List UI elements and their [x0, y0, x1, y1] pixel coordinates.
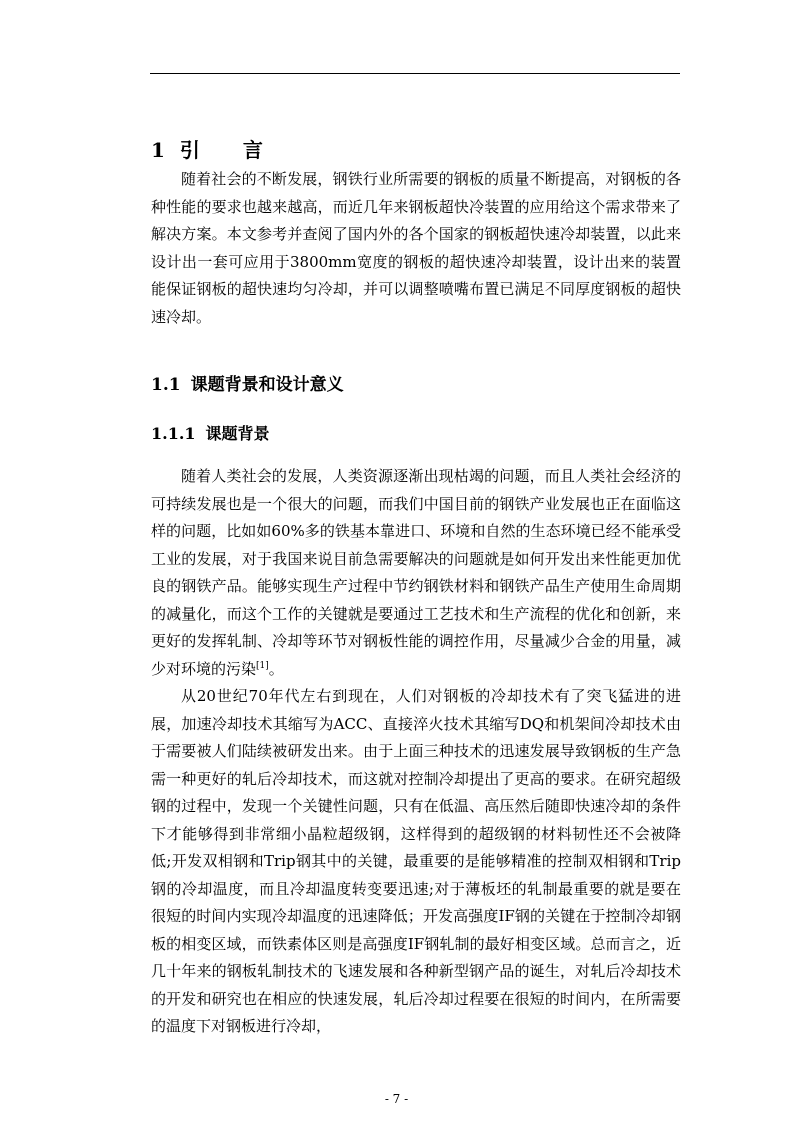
background-paragraph-2: 从20世纪70年代左右到现在，人们对钢板的冷却技术有了突飞猛进的进展，加速冷却技术其缩写为ACC、直接淬火技术其缩写DQ和机架间冷却技术由于需要被人们陆续被研发出来。由于上面三种技术的迅速发展导致钢板的生产急需一种更好的轧后冷却技术，而这就对控制冷却提出了更高的要求。在研究超级钢的过程中，发现一个关键性问题，只有在低温、高压然后随即快速冷却的条件下才能够得到非常细小晶粒超级钢，这样得到的超级钢的材料韧性还不会被降低;开发双相钢和Trip钢其中的关键，最重要的是能够精准的控制双相钢和Trip钢的冷却温度，而且冷却温度转变要迅速;对于薄板坯的轧制最重要的就是要在很短的时间内实现冷却温度的迅速降低；开发高强度IF钢的关键在于控制冷却钢板的相变区域，而铁素体区则是高强度IF钢轧制的最好相变区域。总而言之，近几十年来的钢板轧制技术的飞速发展和各种新型钢产品的诞生，对轧后冷却技术的开发和研究也在相应的快速发展，轧后冷却过程要在很短的时间内，在所需要的温度下对钢板进行冷却， — [151, 687, 681, 1035]
background-paragraph-1-text: 随着人类社会的发展，人类资源逐渐出现枯竭的问题，而且人类社会经济的可持续发展也是一个很大的问题，而我们中国目前的钢铁产业发展也正在面临这样的问题，比如如60%多的铁基本靠进口、环境和自然的生态环境已经不能承受工业的发展，对于我国来说目前急需要解决的问题就是如何开发出来性能更加优良的钢铁产品。能够实现生产过程中节约钢铁材料和钢铁产品生产使用生命周期的减量化，而这个工作的关键就是要通过工艺技术和生产流程的优化和创新，来更好的发挥轧制、冷却等环节对钢板性能的调控作用，尽量减少合金的用量，减少对环境的污染 — [151, 467, 681, 678]
chapter-number: 1 — [151, 138, 166, 162]
page-number: - 7 - — [384, 1092, 409, 1106]
chapter-title: 引 言 — [179, 138, 281, 162]
section-heading — [151, 372, 344, 398]
section-title: 课题背景和设计意义 — [190, 375, 344, 395]
header-rule — [150, 73, 680, 74]
background-paragraph-1 — [151, 463, 681, 683]
background-paragraph-1-end: 。 — [268, 659, 284, 678]
subsection-heading — [151, 421, 270, 447]
citation-reference: [1] — [256, 660, 269, 671]
subsection-number: 1.1.1 — [151, 424, 196, 443]
chapter-heading — [151, 136, 281, 164]
intro-paragraph: 随着社会的不断发展，钢铁行业所需要的钢板的质量不断提高，对钢板的各种性能的要求也越来越高，而近几年来钢板超快冷装置的应用给这个需求带来了解决方案。本文参考并查阅了国内外的各个国家的钢板超快速冷却装置，以此来设计出一套可应用于3800mm宽度的钢板的超快速冷却装置，设计出来的装置能保证钢板的超快速均匀冷却，并可以调整喷嘴布置已满足不同厚度钢板的超快速冷却。 — [151, 170, 681, 326]
subsection-title: 课题背景 — [205, 424, 270, 443]
section-number: 1.1 — [151, 375, 181, 395]
